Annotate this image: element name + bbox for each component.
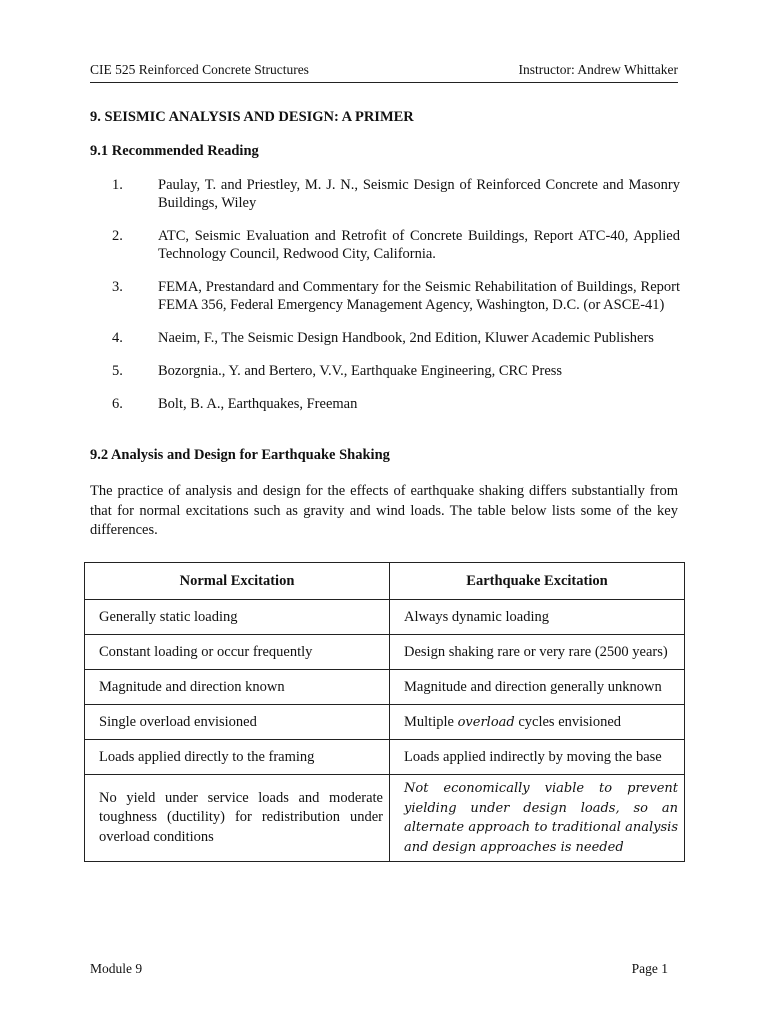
table-cell-earthquake: Magnitude and direction generally unknown — [390, 670, 685, 705]
table-cell-earthquake: Loads applied indirectly by moving the base — [390, 740, 685, 775]
cell-text-emphasis: overload — [457, 714, 515, 730]
table-cell-earthquake: Not economically viable to prevent yielding under design loads, so an alternate approach to traditional analysis and design approaches is needed — [390, 775, 685, 862]
table-cell-earthquake — [390, 705, 685, 740]
reference-item — [90, 227, 680, 263]
module-label: Module 9 — [90, 961, 143, 976]
reference-number: 5. — [112, 363, 123, 379]
reference-item — [90, 278, 680, 314]
reference-number: 6. — [112, 396, 123, 412]
reference-number: 4. — [112, 330, 123, 346]
reference-text: Naeim, F., The Seismic Design Handbook, 2nd Edition, Kluwer Academic Publishers — [158, 330, 654, 346]
reference-item — [90, 362, 680, 380]
table-cell-normal: Magnitude and direction known — [85, 670, 390, 705]
table-header-row — [85, 563, 685, 600]
column-header-normal: Normal Excitation — [85, 563, 390, 600]
table-cell-earthquake: Always dynamic loading — [390, 600, 685, 635]
reference-text: FEMA, Prestandard and Commentary for the Seismic Rehabilitation of Buildings, Report FEMA 356, Federal Emergency Management Agency, Washington, D.C. (or ASCE-41) — [158, 279, 680, 313]
table-row — [85, 600, 685, 635]
reference-text: Paulay, T. and Priestley, M. J. N., Seismic Design of Reinforced Concrete and Masonry Buildings, Wiley — [158, 177, 680, 211]
table-row — [85, 740, 685, 775]
section-heading-reading: 9.1 Recommended Reading — [90, 143, 259, 159]
reference-item — [90, 176, 680, 212]
course-title: CIE 525 Reinforced Concrete Structures — [90, 62, 309, 77]
reference-text: Bozorgnia., Y. and Bertero, V.V., Earthquake Engineering, CRC Press — [158, 363, 563, 379]
reference-list — [90, 176, 680, 428]
table-row — [85, 705, 685, 740]
reference-number: 2. — [112, 228, 123, 244]
reference-text: ATC, Seismic Evaluation and Retrofit of Concrete Buildings, Report ATC-40, Applied Technology Council, Redwood City, California. — [158, 228, 680, 262]
cell-text-post: cycles envisioned — [514, 713, 622, 730]
body-paragraph: The practice of analysis and design for the effects of earthquake shaking differs substantially from that for normal excitations such as gravity and wind loads. The table below lists some of the key differences. — [90, 483, 678, 538]
table-cell-earthquake: Design shaking rare or very rare (2500 years) — [390, 635, 685, 670]
chapter-title: 9. SEISMIC ANALYSIS AND DESIGN: A PRIMER — [90, 109, 414, 125]
section-heading-analysis: 9.2 Analysis and Design for Earthquake Shaking — [90, 447, 390, 463]
table-cell-normal: Loads applied directly to the framing — [85, 740, 390, 775]
table-row — [85, 635, 685, 670]
table-cell-normal: No yield under service loads and moderate toughness (ductility) for redistribution under overload conditions — [85, 775, 390, 862]
reference-number: 3. — [112, 279, 123, 295]
page-number: Page 1 — [631, 961, 668, 976]
instructor-name: Instructor: Andrew Whittaker — [518, 62, 678, 77]
table-row — [85, 775, 685, 862]
reference-text: Bolt, B. A., Earthquakes, Freeman — [158, 396, 358, 412]
page-header — [90, 62, 678, 83]
table-cell-normal: Single overload envisioned — [85, 705, 390, 740]
column-header-earthquake: Earthquake Excitation — [390, 563, 685, 600]
table-cell-normal: Generally static loading — [85, 600, 390, 635]
cell-text-pre: Multiple — [404, 713, 458, 730]
comparison-table — [84, 562, 685, 862]
reference-item — [90, 329, 680, 347]
reference-number: 1. — [112, 177, 123, 193]
table-cell-normal: Constant loading or occur frequently — [85, 635, 390, 670]
reference-item — [90, 395, 680, 413]
table-row — [85, 670, 685, 705]
